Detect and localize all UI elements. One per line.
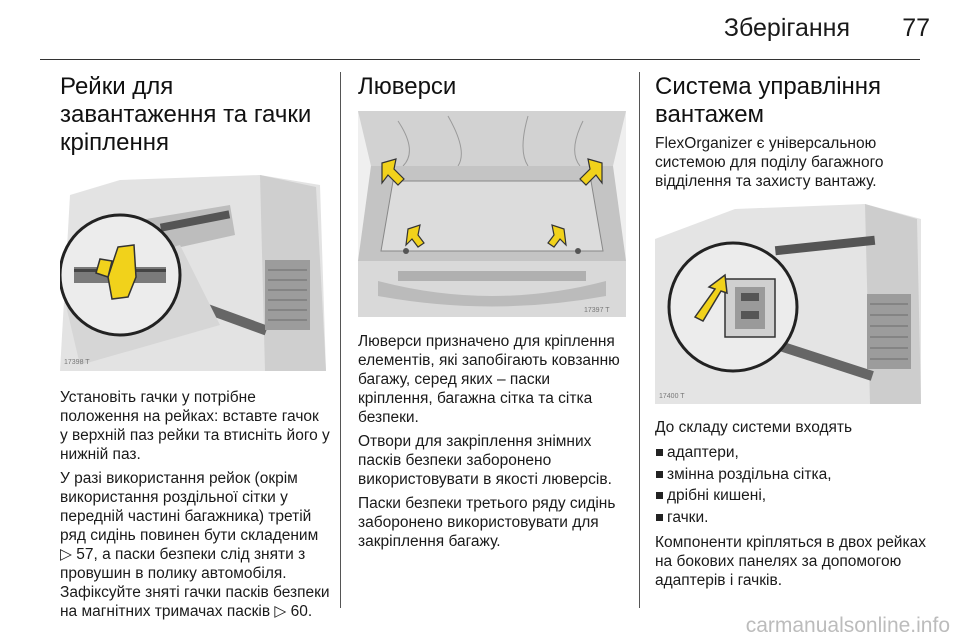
section-heading: Система управління вантажем bbox=[655, 73, 882, 128]
flexorganizer-illustration bbox=[655, 199, 921, 404]
section-title: Зберігання bbox=[723, 14, 850, 42]
list-item: адаптери, bbox=[655, 442, 930, 464]
paragraph: Люверси призначено для кріплення елементів, які запобігають ковзанню багажу, серед яких – паски кріплення, багажна сітка та сітка безпеки. bbox=[358, 333, 620, 426]
list-intro: До складу системи входять bbox=[655, 419, 853, 436]
rails-hooks-illustration bbox=[60, 165, 326, 371]
outro-paragraph: Компоненти кріпляться в двох рейках на бокових панелях за допомогою адаптерів і гачків. bbox=[655, 534, 926, 589]
paragraph: Установіть гачки у потрібне положення на рейках: вставте гачок у верхній паз рейки та втисніть його у нижній паз. bbox=[60, 389, 330, 463]
column-lashing-eyes bbox=[358, 73, 626, 556]
lashing-eyes-illustration bbox=[358, 111, 626, 317]
page-number: 77 bbox=[902, 14, 930, 42]
paragraph: Паски безпеки третього ряду сидінь заборонено використовувати для закріплення багажу. bbox=[358, 495, 616, 550]
figure-lashing-eyes bbox=[358, 111, 626, 317]
column-flexorganizer bbox=[655, 73, 930, 595]
column-divider bbox=[639, 72, 640, 608]
figure-code: 17398 T bbox=[64, 359, 90, 366]
section-heading: Рейки для завантаження та гачки кріплення bbox=[60, 73, 312, 156]
figure-flexorganizer bbox=[655, 199, 921, 404]
column-divider bbox=[340, 72, 341, 608]
paragraph: Отвори для закріплення знімних пасків безпеки заборонено використовувати в якості люверсів. bbox=[358, 433, 612, 488]
intro-paragraph: FlexOrganizer є універсальною системою для поділу багажного відділення та захисту вантажу. bbox=[655, 135, 884, 190]
column-rails-hooks bbox=[60, 73, 330, 626]
watermark: carmanualsonline.info bbox=[745, 614, 950, 637]
figure-code: 17400 T bbox=[659, 393, 685, 400]
component-list bbox=[655, 442, 930, 528]
figure-rails-hooks bbox=[60, 165, 326, 371]
section-heading: Люверси bbox=[358, 73, 457, 100]
figure-code: 17397 T bbox=[584, 307, 610, 314]
header-divider bbox=[40, 59, 920, 60]
list-item: змінна роздільна сітка, bbox=[655, 464, 930, 486]
list-item: гачки. bbox=[655, 507, 930, 529]
list-item: дрібні кишені, bbox=[655, 485, 930, 507]
paragraph: У разі використання рейок (окрім використання роздільної сітки у передній частині багажника) третій ряд сидінь повинен бути складеним ▷ 57, а паски безпеки слід зняти з провушин в полику автомобіля. Зафіксуйте зняті гачки пасків безпеки на магнітних тримачах пасків ▷ 60. bbox=[60, 470, 330, 620]
